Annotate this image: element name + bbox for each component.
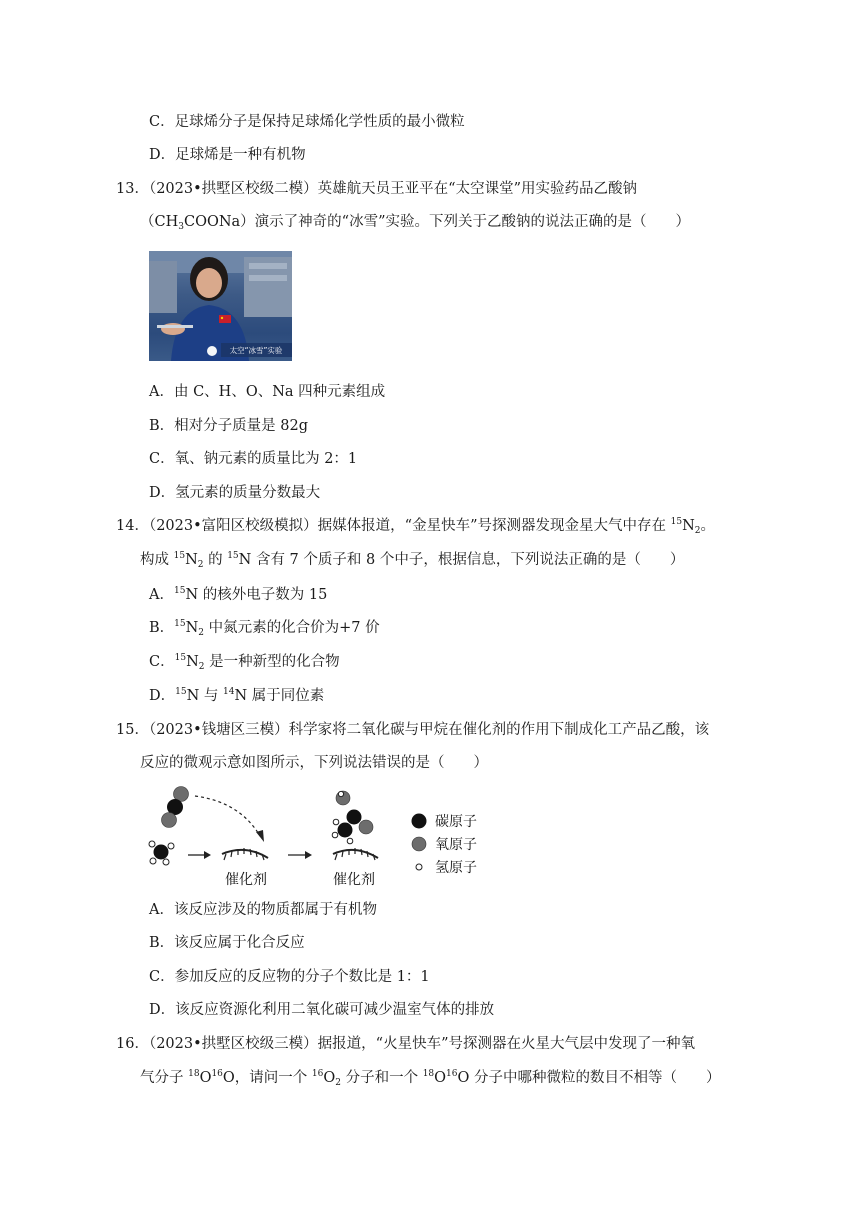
q13-stem-text: 英雄航天员王亚平在“太空课堂”用实验药品乙酸钠 xyxy=(317,181,637,197)
catalyst-surface-1 xyxy=(222,848,268,860)
dashed-arrow xyxy=(195,796,260,836)
astronaut-photo xyxy=(149,251,292,361)
q13-stem-line1 xyxy=(116,179,637,199)
q14-option-b: B．$^{15}N_2$ 中氮元素的化合价为+7 价 xyxy=(149,619,380,638)
legend-oxygen-label: 氧原子 xyxy=(435,837,477,853)
q14-option-d: D．$^{15}$N 与 $^{14}$N 属于同位素 xyxy=(149,687,325,704)
legend-hydrogen-swatch xyxy=(416,864,422,870)
q13-stem-line2: $(CH_3COONa)$演示了神奇的“冰雪”实验。下列关于乙酸钠的说法正确的是（ ） xyxy=(140,214,691,232)
q13-number: 13． xyxy=(116,181,149,197)
co2-molecule xyxy=(162,787,189,828)
q14-option-a: A．$^{15}$N 的核外电子数为 15 xyxy=(149,586,328,603)
q14-stem-line2: 构成 $^{15}N_2$ 的 $^{15}$N 含有 7 个质子和 8 个中子，根据信息，下列说法正确的是（ ） xyxy=(140,551,685,570)
q14-stem-line1: 14．（2023•富阳区校级模拟）据媒体报道，“金星快车”号探测器发现金星大气中存在 $^{15}N_2$。 xyxy=(116,517,715,536)
catalyst-label-1: 催化剂 xyxy=(225,872,267,888)
q15-stem-line2: 反应的微观示意如图所示，下列说法错误的是（ ） xyxy=(140,755,488,771)
q13-option-a: A．由 C、H、O、Na 四种元素组成 xyxy=(149,384,386,400)
q15-option-a: A．该反应涉及的物质都属于有机物 xyxy=(149,902,377,918)
q16-stem-line2: 气分子 $^{18}O^{16}O$，请问一个 $^{16}O_2$ 分子和一个 $^{18}O^{16}O$ 分子中哪种微粒的数目不相等（ ） xyxy=(140,1069,721,1088)
legend-oxygen-swatch xyxy=(412,837,426,851)
q12-option-d: D．足球烯是一种有机物 xyxy=(149,147,306,163)
acetic-acid-molecule xyxy=(332,791,373,844)
dashed-arrow-head xyxy=(256,830,264,842)
astronaut-photo-illustration xyxy=(149,251,292,361)
legend-carbon-label: 碳原子 xyxy=(435,814,477,830)
reaction-diagram xyxy=(140,786,485,891)
q13-option-b: B．相对分子质量是 82g xyxy=(149,418,308,434)
catalyst-surface-2 xyxy=(333,848,378,860)
q12-option-c: C．足球烯分子是保持足球烯化学性质的最小微粒 xyxy=(149,114,465,130)
reaction-arrow-2 xyxy=(288,851,312,859)
legend-hydrogen-label: 氢原子 xyxy=(435,860,477,876)
reaction-arrow-1 xyxy=(188,851,211,859)
q15-stem-line1: 15．（2023•钱塘区三模）科学家将二氧化碳与甲烷在催化剂的作用下制成化工产品乙酸，该 xyxy=(116,722,710,738)
q13-option-c: C．氧、钠元素的质量比为 2：1 xyxy=(149,451,358,467)
photo-caption: 太空“冰雪”实验 xyxy=(229,346,283,355)
q15-option-d: D．该反应资源化利用二氧化碳可减少温室气体的排放 xyxy=(149,1002,495,1018)
catalyst-label-2: 催化剂 xyxy=(333,872,375,888)
ch4-molecule xyxy=(149,841,174,865)
legend-carbon-swatch xyxy=(412,814,427,829)
q14-option-c: C．$^{15}N_2$ 是一种新型的化合物 xyxy=(149,653,340,672)
q16-stem-line1: 16．（2023•拱墅区校级三模）据报道，“火星快车”号探测器在火星大气层中发现了一种氧 xyxy=(116,1036,695,1052)
q15-option-b: B．该反应属于化合反应 xyxy=(149,935,305,951)
legend xyxy=(412,814,478,877)
q13-option-d: D．氢元素的质量分数最大 xyxy=(149,485,321,501)
q13-source: （2023•拱墅区校级二模） xyxy=(148,181,318,197)
q15-option-c: C．参加反应的反应物的分子个数比是 1：1 xyxy=(149,969,430,985)
